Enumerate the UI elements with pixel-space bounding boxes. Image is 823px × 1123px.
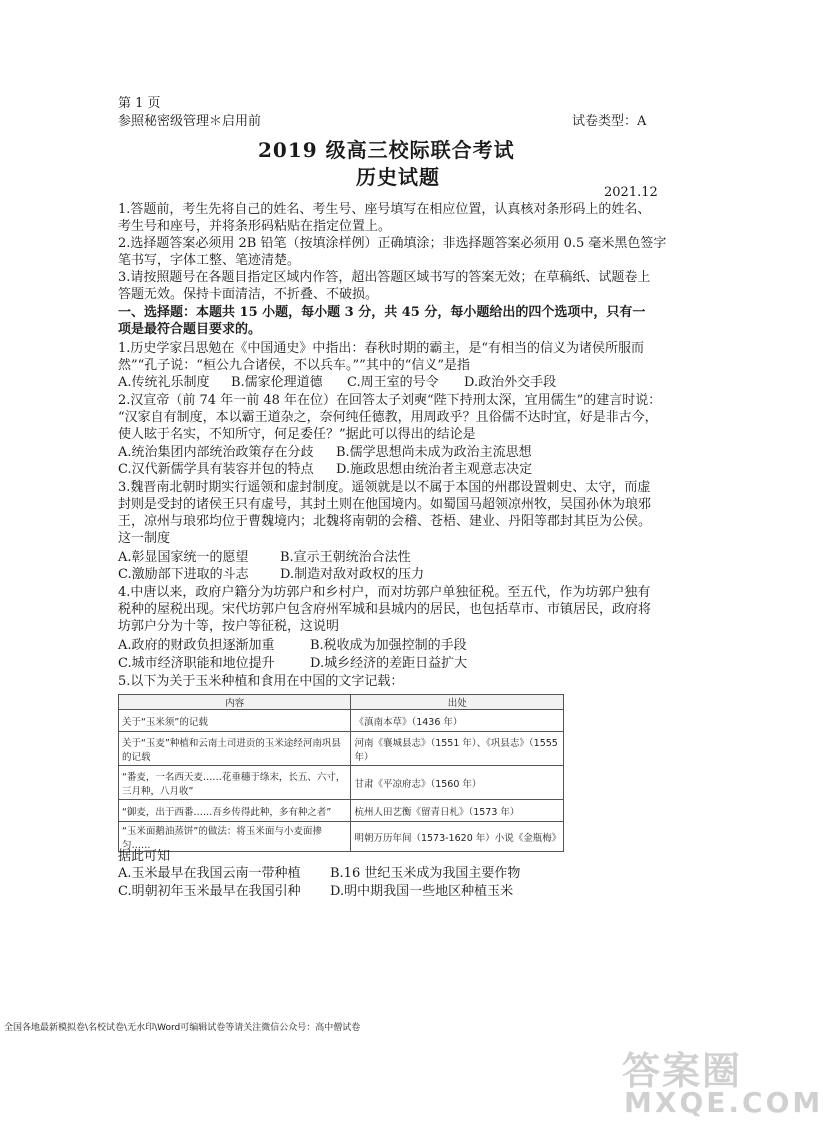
instruction-line: 答题无效。保持卡面清洁，不折叠、不破损。 xyxy=(118,287,379,302)
watermark-site: MXQE.COM xyxy=(624,1086,823,1119)
question-2-stem: 使人眩于名实，不知所守，何足委任？”据此可以得出的结论是 xyxy=(118,427,476,442)
watermark-logo xyxy=(618,1040,823,1120)
question-2-option-b: B.儒学思想尚未成为政治主流思想 xyxy=(336,445,532,460)
table-cell-content: 关于“玉麦”种植和云南土司进贡的玉米途经河南巩县的记载 xyxy=(119,732,351,766)
question-5-lead: 据此可知 xyxy=(118,849,171,864)
exam-date: 2021.12 xyxy=(604,185,658,200)
table-cell-content: “玉米面鹅油蒸饼”的做法：将玉米面与小麦面掺匀…… xyxy=(119,822,351,852)
question-3-option-a: A.彰显国家统一的愿望 xyxy=(118,550,249,565)
question-2-option-a: A.统治集团内部统治政策存在分歧 xyxy=(118,445,314,460)
table-cell-source: 河南《襄城县志》（1551 年）、《巩县志》（1555 年） xyxy=(351,732,564,766)
question-2-stem: “汉家自有制度，本以霸王道杂之，奈何纯任德教，用周政乎？且俗儒不达时宜，好是非古今， xyxy=(118,410,658,425)
table-row xyxy=(119,732,564,766)
question-5-table xyxy=(118,694,564,852)
instruction-line: 1.答题前，考生先将自己的姓名、考生号、座号填写在相应位置，认真核对条形码上的姓名、 xyxy=(118,202,651,217)
paper-type-label: 试卷类型：A xyxy=(572,114,647,129)
table-header-cell: 出处 xyxy=(351,695,564,710)
question-5-option-d: D.明中期我国一些地区种植玉米 xyxy=(330,884,514,899)
question-1-option-b: B.儒家伦理道德 xyxy=(231,375,323,390)
question-1-stem: 然”“孔子说：“桓公九合诸侯，不以兵车。””其中的“信义”是指 xyxy=(118,358,471,373)
table-row xyxy=(119,710,564,732)
table-row xyxy=(119,766,564,800)
question-5-option-c: C.明朝初年玉米最早在我国引种 xyxy=(118,884,301,899)
question-5-option-b: B.16 世纪玉米成为我国主要作物 xyxy=(330,866,521,881)
question-4-option-d: D.城乡经济的差距日益扩大 xyxy=(310,656,468,671)
table-cell-content: 关于“玉米须”的记载 xyxy=(119,710,351,732)
table-row xyxy=(119,822,564,852)
watermark-logo-text: 答案圈 xyxy=(622,1049,743,1093)
question-3-option-b: B.宣示王朝统治合法性 xyxy=(280,550,411,565)
question-4-option-c: C.城市经济职能和地位提升 xyxy=(118,656,275,671)
question-4-option-b: B.税收成为加强控制的手段 xyxy=(310,638,467,653)
question-1-option-a: A.传统礼乐制度 xyxy=(118,375,210,390)
table-cell-source: 甘肃《平凉府志》（1560 年） xyxy=(351,766,564,800)
question-3-stem: 封则是受封的诸侯王只有虚号，其封土则在他国境内。如蜀国马超领凉州牧，吴国孙休为琅邪 xyxy=(118,497,652,512)
question-1-option-c: C.周王室的号令 xyxy=(347,375,439,390)
question-5-stem: 5.以下为关于玉米种植和食用在中国的文字记载： xyxy=(118,674,404,689)
table-header-cell: 内容 xyxy=(119,695,351,710)
instruction-line: 笔书写，字体工整、笔迹清楚。 xyxy=(118,253,301,268)
question-3-option-d: D.制造对敌对政权的压力 xyxy=(280,567,425,582)
footer-notice: 全国各地最新模拟卷\名校试卷\无水印\Word可编辑试卷等请关注微信公众号：高中僧试卷 xyxy=(4,1023,361,1033)
question-4-stem: 4.中唐以来，政府户籍分为坊郭户和乡村户，而对坊郭户单独征税。至五代，作为坊郭户独有 xyxy=(118,585,651,600)
question-4-option-a: A.政府的财政负担逐渐加重 xyxy=(118,638,275,653)
question-3-stem: 3.魏晋南北朝时期实行遥领和虚封制度。遥领就是以不属于本国的州郡设置刺史、太守，而虚 xyxy=(118,480,651,495)
page-number: 第 1 页 xyxy=(118,96,161,111)
instruction-line: 考生号和座号，并将条形码粘贴在指定位置上。 xyxy=(118,219,392,234)
question-5-option-a: A.玉米最早在我国云南一带种植 xyxy=(118,866,301,881)
exam-subject: 历史试题 xyxy=(356,165,440,189)
table-header-row xyxy=(119,695,564,710)
question-4-stem: 税种的屋税出现。宋代坊郭户包含府州军城和县城内的居民，也包括草市、市镇居民，政府将 xyxy=(118,602,652,617)
table-cell-content: “御麦，出于西番……吾乡传得此种，多有种之者” xyxy=(119,800,351,822)
question-2-option-c: C.汉代新儒学具有装容并包的特点 xyxy=(118,462,314,477)
question-4-stem: 坊郭户分为十等，按户等征税，这说明 xyxy=(118,619,340,634)
section-heading: 一、选择题：本题共 15 小题，每小题 3 分，共 45 分，每小题给出的四个选项中，只有一 xyxy=(118,305,646,320)
table-cell-source: 《滇南本草》（1436 年） xyxy=(351,710,564,732)
question-3-stem: 王，凉州与琅邪均位于曹魏境内；北魏将南朝的会稽、苍梧、建业、丹阳等郡封其臣为公侯。 xyxy=(118,514,652,529)
exam-title: 2019 级高三校际联合考试 xyxy=(258,138,515,162)
question-3-stem: 这一制度 xyxy=(118,531,171,546)
secrecy-label: 参照秘密级管理＊启用前 xyxy=(118,114,262,129)
table-row xyxy=(119,800,564,822)
table-cell-content: “番麦，一名西天麦……花垂穗于绦末，长五、六寸，三月种，八月收” xyxy=(119,766,351,800)
question-2-stem: 2.汉宣帝（前 74 年一前 48 年在位）在回答太子刘奭“陛下持刑太深，宜用儒生”的建言时说： xyxy=(118,393,662,408)
instruction-line: 3.请按照题号在各题目指定区域内作答，超出答题区域书写的答案无效；在草稿纸、试题卷上 xyxy=(118,270,651,285)
instruction-line: 2.选择题答案必须用 2B 铅笔（按填涂样例）正确填涂；非选择题答案必须用 0.5 毫米黑色签字 xyxy=(118,236,667,251)
question-1-option-d: D.政治外交手段 xyxy=(464,375,557,390)
question-3-option-c: C.激励部下进取的斗志 xyxy=(118,567,249,582)
question-1-stem: 1.历史学家吕思勉在《中国通史》中指出：春秋时期的霸主，是“有相当的信义为诸侯所服而 xyxy=(118,341,645,356)
section-heading: 项是最符合题目要求的。 xyxy=(118,322,262,337)
question-2-option-d: D.施政思想由统治者主观意志决定 xyxy=(336,462,533,477)
table-cell-source: 杭州人田艺衡《留青日札》（1573 年） xyxy=(351,800,564,822)
table-cell-source: 明朝万历年间（1573-1620 年）小说《金瓶梅》 xyxy=(351,822,564,852)
